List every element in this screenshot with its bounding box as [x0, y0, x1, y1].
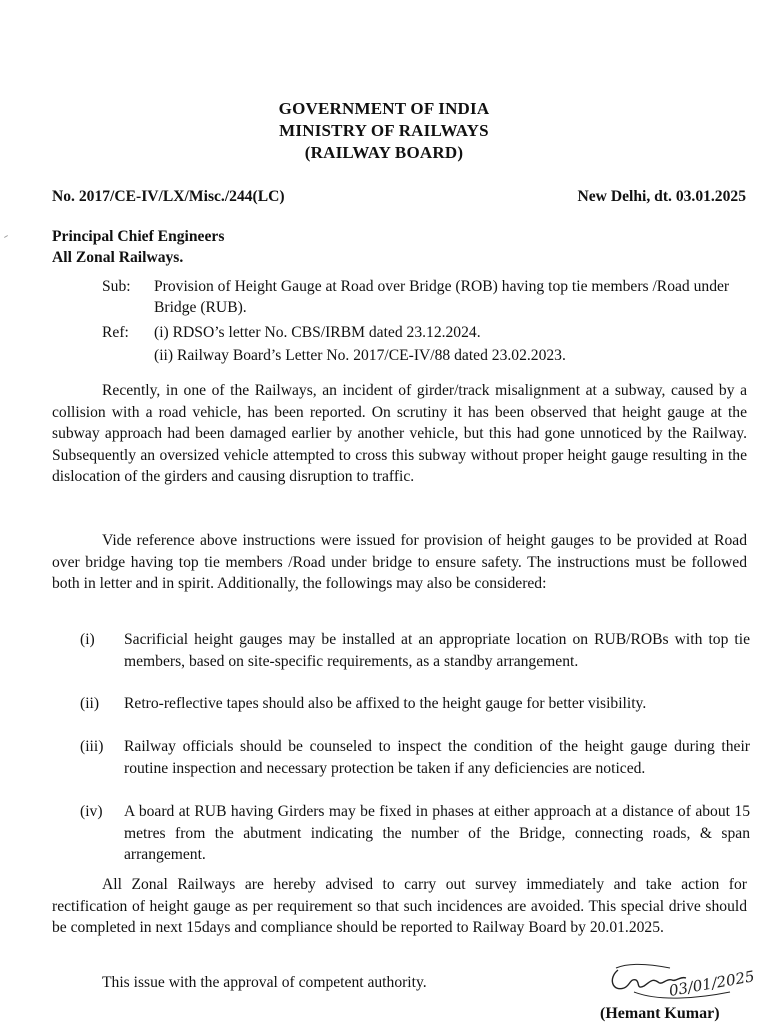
paragraph-closing-text: All Zonal Railways are hereby advised to carry out survey immediately and take action for rectification of height gauge as per requirement so that such incidences are avoided. This special drive should be completed in next 15days and compliance should be reported to Railway Board by 20.01.2025.	[52, 876, 747, 937]
reference-item-1: (i) RDSO’s letter No. CBS/IRBM dated 23.12.2024.	[154, 324, 481, 341]
header-line-board: (RAILWAY BOARD)	[304, 143, 464, 162]
paragraph-instructions-text: Vide reference above instructions were issued for provision of height gauges to be provided at Road over bridge having top tie members /Road under bridge to ensure safety. The instructions must be followed both in letter and in spirit. Additionally, the followings may also be considered:	[52, 532, 747, 593]
list-item-text: Sacrificial height gauges may be installed at an appropriate location on RUB/ROBs with top tie members, based on site-specific requirements, as a standby arrangement.	[124, 631, 750, 670]
paragraph-incident-text: Recently, in one of the Railways, an incident of girder/track misalignment at a subway, caused by a collision with a road vehicle, has been reported. On scrutiny it has been observed that height gauge at the subway approach had been damaged earlier by another vehicle, but this had gone unnoticed by the Railway. Subsequently an oversized vehicle attempted to cross this subway without proper height gauge resulting in the dislocation of the girders and causing disruption to traffic.	[52, 382, 747, 486]
addressee-line-2: All Zonal Railways.	[52, 249, 184, 266]
approval-line: This issue with the approval of competent authority.	[102, 974, 427, 991]
list-item-number: (iv)	[80, 803, 103, 820]
scan-mark	[4, 235, 8, 238]
paragraph-closing	[52, 874, 747, 939]
list-item-number: (ii)	[80, 695, 100, 712]
list-item-text: Railway officials should be counseled to inspect the condition of the height gauge during their routine inspection and necessary protection be taken if any deficiencies are noticed.	[124, 738, 750, 777]
addressee-line-1: Principal Chief Engineers	[52, 228, 225, 245]
place-date: New Delhi, dt. 03.01.2025	[577, 188, 746, 205]
signature-date: 03/01/2025	[667, 967, 756, 1000]
reference-number: No. 2017/CE-IV/LX/Misc./244(LC)	[52, 188, 285, 205]
reference-label: Ref:	[102, 324, 129, 341]
paragraph-instructions	[52, 530, 747, 595]
subject-text: Provision of Height Gauge at Road over Bridge (ROB) having top tie members /Road under Bridge (RUB).	[154, 278, 730, 316]
reference-item-2: (ii) Railway Board’s Letter No. 2017/CE-IV/88 dated 23.02.2023.	[154, 347, 566, 364]
list-item-number: (i)	[80, 631, 95, 648]
paragraph-incident	[52, 380, 747, 488]
list-item-text: Retro-reflective tapes should also be affixed to the height gauge for better visibility.	[124, 695, 647, 712]
subject-label: Sub:	[102, 278, 131, 295]
list-item-text: A board at RUB having Girders may be fixed in phases at either approach at a distance of about 15 metres from the abutment indicating the number of the Bridge, connecting roads, & span arrangement.	[124, 803, 750, 864]
header-line-ministry: MINISTRY OF RAILWAYS	[279, 121, 489, 140]
list-item-number: (iii)	[80, 738, 104, 755]
signatory-name: (Hemant Kumar)	[600, 1005, 720, 1022]
header-line-government: GOVERNMENT OF INDIA	[278, 99, 490, 118]
